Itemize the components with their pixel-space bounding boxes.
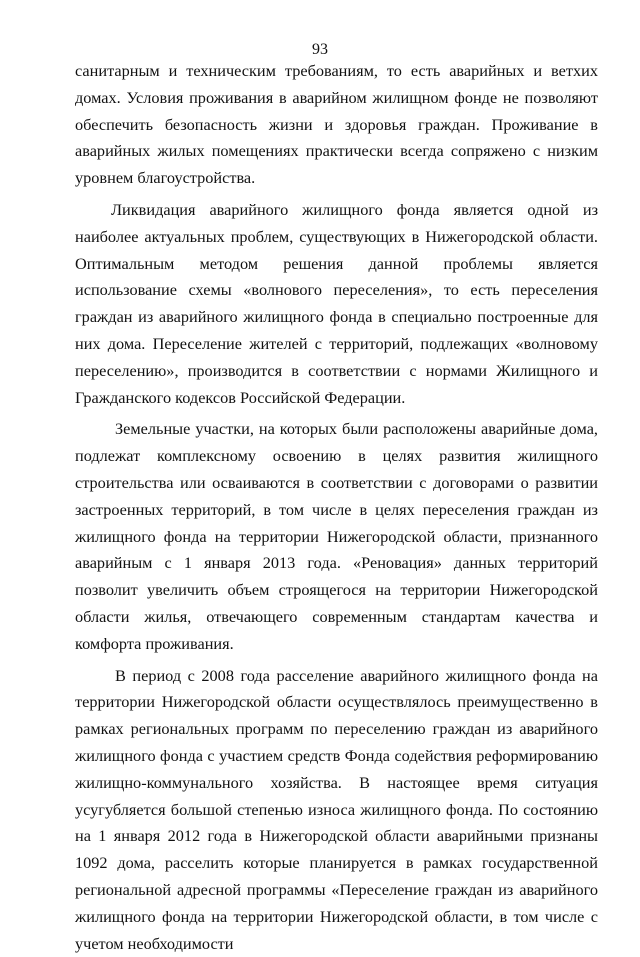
paragraph-liquidation: Ликвидация аварийного жилищного фонда является одной из наиболее актуальных проблем, существующих в Нижегородской области. Оптимальным методом решения данной проблемы является использование схемы «волнового переселения», то есть переселения граждан из аварийного жилищного фонда в специально построенные для них дома. Переселение жителей с территорий, подлежащих «волновому переселению», производится в соответствии с нормами Жилищного и Гражданского кодексов Российской Федерации. bbox=[75, 199, 598, 407]
paragraph-resettlement-period: В период с 2008 года расселение аварийного жилищного фонда на территории Нижегородской области осуществлялось преимущественно в рамках региональных программ по переселению граждан из аварийного жилищного фонда с участием средств Фонда содействия реформированию жилищно-коммунального хозяйства. В настоящее время ситуация усугубляется большой степенью износа жилищного фонда. По состоянию на 1 января 2012 года в Нижегородской области аварийными признаны 1092 дома, расселить которые планируется в рамках государственной региональной адресной программы «Переселение граждан из аварийного жилищного фонда на территории Нижегородской области, в том числе с учетом необходимости bbox=[75, 665, 598, 953]
page-number: 93 bbox=[312, 41, 328, 58]
paragraph-continuation: санитарным и техническим требованиям, то есть аварийных и ветхих домах. Условия проживания в аварийном жилищном фонде не позволяют обеспечить безопасность жизни и здоровья граждан. Проживание в аварийных жилых помещениях практически всегда сопряжено с низким уровнем благоустройства. bbox=[75, 61, 598, 188]
paragraph-land-plots: Земельные участки, на которых были расположены аварийные дома, подлежат комплексному освоению в целях развития жилищного строительства или осваиваются в соответствии с договорами о развитии застроенных территорий, в том числе в целях переселения граждан из жилищного фонда на территории Нижегородской области, признанного аварийным с 1 января 2013 года. «Реновация» данных территорий позволит увеличить объем строящегося на территории Нижегородской области жилья, отвечающего современным стандартам качества и комфорта проживания. bbox=[75, 419, 598, 653]
document-body bbox=[75, 58, 598, 957]
